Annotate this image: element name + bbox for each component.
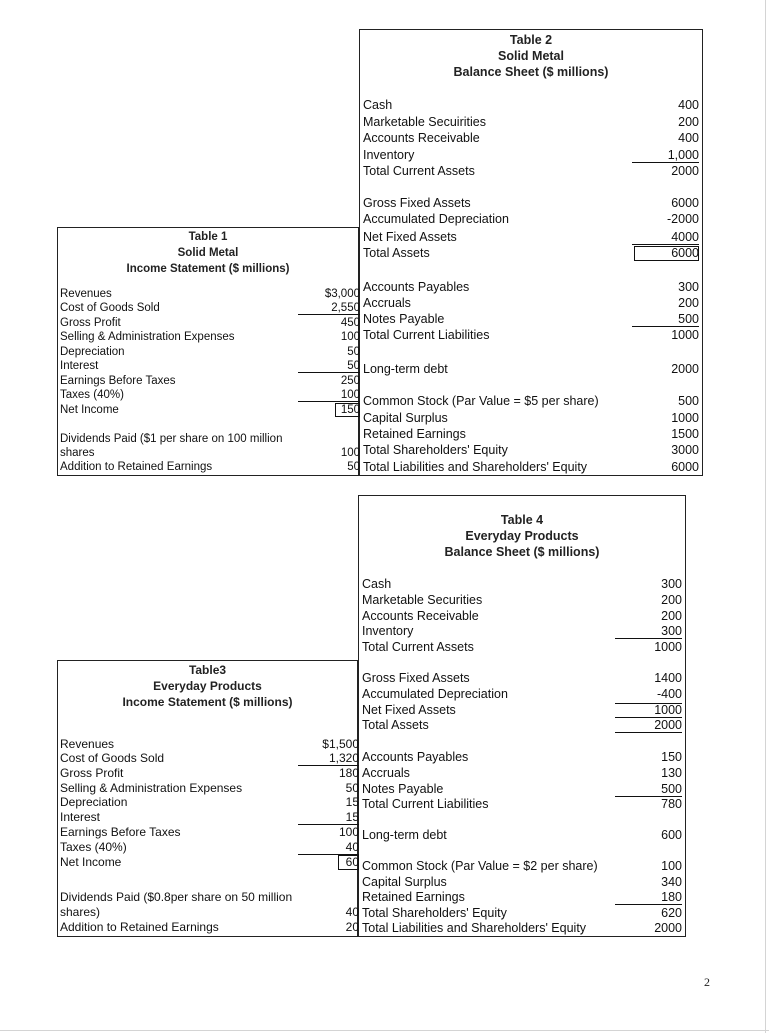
table1-row-label: shares bbox=[60, 447, 95, 459]
table2-row-7 bbox=[360, 212, 702, 227]
table3-title-line3: Income Statement ($ millions) bbox=[122, 695, 293, 709]
table4-row-value: 100 bbox=[661, 859, 682, 873]
table2-row-label: Accounts Receivable bbox=[363, 131, 480, 145]
table4-row-value: 620 bbox=[661, 906, 682, 920]
table4-row-value: 500 bbox=[661, 782, 682, 796]
table4-row-value: -400 bbox=[656, 687, 682, 701]
table3-row-8 bbox=[58, 840, 357, 855]
table4-row-label: Total Shareholders' Equity bbox=[362, 906, 507, 920]
table4-row-value: 2000 bbox=[654, 718, 682, 732]
table1-row-value: 450 bbox=[340, 317, 360, 329]
table2-row-value: 400 bbox=[678, 131, 699, 145]
table3-everyday-products-income-statement bbox=[57, 660, 358, 937]
table4-row-label: Inventory bbox=[362, 624, 414, 638]
table3-row-label: Taxes (40%) bbox=[60, 840, 127, 854]
table2-row-label: Accounts Payables bbox=[363, 280, 470, 294]
table2-row-value: 500 bbox=[678, 312, 699, 326]
subtotal-rule bbox=[615, 732, 682, 733]
table3-row-12 bbox=[58, 920, 357, 935]
table2-row-value: 2000 bbox=[671, 164, 699, 178]
table4-row-label: Notes Payable bbox=[362, 782, 444, 796]
table3-row-value: 100 bbox=[338, 825, 359, 839]
subtotal-rule bbox=[615, 904, 682, 905]
table3-row-value: 15 bbox=[345, 810, 359, 824]
table3-row-3 bbox=[58, 766, 357, 781]
table1-row-value: 50 bbox=[347, 461, 360, 473]
subtotal-rule bbox=[632, 162, 699, 163]
table2-row-10 bbox=[360, 280, 702, 295]
table4-row-label: Accruals bbox=[362, 766, 410, 780]
table2-row-16 bbox=[360, 411, 702, 426]
table4-row-label: Retained Earnings bbox=[362, 890, 465, 904]
table2-row-value: -2000 bbox=[667, 212, 699, 226]
table4-row-label: Accounts Payables bbox=[362, 750, 469, 764]
table2-row-label: Total Shareholders' Equity bbox=[363, 443, 508, 457]
table2-row-value: 4000 bbox=[671, 230, 699, 244]
table3-row-value: 60 bbox=[345, 855, 359, 869]
table2-row-label: Marketable Secuirities bbox=[363, 115, 486, 129]
table2-row-value: 1000 bbox=[671, 411, 699, 425]
table1-row-value: 150 bbox=[340, 404, 360, 416]
table2-row-value: 500 bbox=[678, 394, 699, 408]
table4-row-value: 130 bbox=[661, 766, 682, 780]
table1-title bbox=[58, 229, 358, 277]
table1-row-12 bbox=[58, 460, 358, 474]
double-rule bbox=[615, 703, 682, 718]
table4-row-label: Accumulated Depreciation bbox=[362, 687, 508, 701]
table2-row-3 bbox=[360, 131, 702, 146]
table4-row-16 bbox=[359, 875, 685, 890]
table2-row-value: 300 bbox=[678, 280, 699, 294]
table1-row-value: 100 bbox=[340, 447, 360, 459]
table3-row-7 bbox=[58, 825, 357, 840]
table3-row-value: 40 bbox=[345, 905, 359, 919]
table1-row-label: Depreciation bbox=[60, 346, 125, 358]
table2-row-label: Long-term debt bbox=[363, 362, 448, 376]
table2-row-value: 3000 bbox=[671, 443, 699, 457]
table2-row-value: 1500 bbox=[671, 427, 699, 441]
table2-row-label: Net Fixed Assets bbox=[363, 230, 457, 244]
table1-row-value: 2,550 bbox=[331, 302, 360, 314]
table2-row-value: 400 bbox=[678, 98, 699, 112]
subtotal-rule bbox=[632, 326, 699, 327]
table4-row-label: Common Stock (Par Value = $2 per share) bbox=[362, 859, 598, 873]
table1-row-value: 250 bbox=[340, 375, 360, 387]
table1-row-label: Gross Profit bbox=[60, 317, 121, 329]
table2-row-15 bbox=[360, 394, 702, 409]
table1-row-10 bbox=[58, 432, 358, 446]
table4-row-value: 150 bbox=[661, 750, 682, 764]
table4-row-label: Gross Fixed Assets bbox=[362, 671, 470, 685]
subtotal-rule bbox=[632, 244, 699, 245]
table1-title-line2: Solid Metal bbox=[177, 247, 239, 259]
table1-row-label: Selling & Administration Expenses bbox=[60, 331, 235, 343]
table1-row-value: 100 bbox=[340, 389, 360, 401]
table3-row-6 bbox=[58, 810, 357, 825]
table3-row-value: 40 bbox=[345, 840, 359, 854]
table4-row-10 bbox=[359, 750, 685, 765]
table1-row-1 bbox=[58, 287, 358, 301]
table1-title-line3: Income Statement ($ millions) bbox=[126, 263, 290, 275]
table3-row-value: 180 bbox=[338, 766, 359, 780]
table4-row-17 bbox=[359, 890, 685, 905]
table4-row-14 bbox=[359, 828, 685, 843]
table4-row-6 bbox=[359, 671, 685, 686]
table2-row-19 bbox=[360, 460, 702, 475]
total-box bbox=[634, 246, 699, 261]
page-number: 2 bbox=[704, 975, 710, 989]
table3-row-label: Earnings Before Taxes bbox=[60, 825, 181, 839]
table2-title-line1: Table 2 bbox=[509, 33, 553, 47]
table4-row-7 bbox=[359, 687, 685, 702]
table3-row-label: shares) bbox=[60, 905, 101, 919]
table4-title-line2: Everyday Products bbox=[465, 529, 579, 543]
table2-row-value: 1000 bbox=[671, 328, 699, 342]
table2-row-1 bbox=[360, 98, 702, 113]
table4-row-value: 1000 bbox=[654, 640, 682, 654]
table2-row-value: 6000 bbox=[671, 246, 699, 260]
table4-row-label: Total Current Liabilities bbox=[362, 797, 489, 811]
table2-title-line3: Balance Sheet ($ millions) bbox=[453, 65, 609, 79]
table4-row-value: 300 bbox=[661, 577, 682, 591]
table4-row-2 bbox=[359, 593, 685, 608]
table2-row-9 bbox=[360, 246, 702, 261]
table3-row-4 bbox=[58, 781, 357, 796]
table4-row-5 bbox=[359, 640, 685, 655]
table1-row-label: Taxes (40%) bbox=[60, 389, 124, 401]
subtotal-rule bbox=[298, 372, 360, 373]
table1-row-8 bbox=[58, 388, 358, 402]
table1-row-4 bbox=[58, 330, 358, 344]
table2-row-label: Total Assets bbox=[363, 246, 430, 260]
table2-title-line2: Solid Metal bbox=[498, 49, 564, 63]
table3-row-value: 1,320 bbox=[328, 751, 359, 765]
table4-row-9 bbox=[359, 718, 685, 733]
table4-row-8 bbox=[359, 703, 685, 718]
table1-row-2 bbox=[58, 301, 358, 315]
table2-solid-metal-balance-sheet bbox=[359, 29, 703, 476]
table4-row-value: 300 bbox=[661, 624, 682, 638]
table3-row-label: Gross Profit bbox=[60, 766, 124, 780]
table2-row-18 bbox=[360, 443, 702, 458]
table3-row-11 bbox=[58, 905, 357, 920]
table2-row-value: 200 bbox=[678, 296, 699, 310]
table1-row-label: Net Income bbox=[60, 404, 119, 416]
table2-row-17 bbox=[360, 427, 702, 442]
table3-title-line1: Table3 bbox=[188, 663, 227, 677]
table4-row-label: Total Assets bbox=[362, 718, 429, 732]
table2-row-value: 2000 bbox=[671, 362, 699, 376]
table3-title bbox=[58, 662, 357, 710]
subtotal-rule bbox=[298, 401, 360, 402]
table4-row-value: 600 bbox=[661, 828, 682, 842]
table4-row-label: Capital Surplus bbox=[362, 875, 447, 889]
table4-row-value: 780 bbox=[661, 797, 682, 811]
table2-row-value: 6000 bbox=[671, 460, 699, 474]
table4-row-value: 200 bbox=[661, 593, 682, 607]
table2-row-5 bbox=[360, 164, 702, 179]
table4-row-label: Total Liabilities and Shareholders' Equity bbox=[362, 921, 587, 935]
table2-row-label: Capital Surplus bbox=[363, 411, 448, 425]
table3-row-value: 15 bbox=[345, 795, 359, 809]
table2-row-label: Accumulated Depreciation bbox=[363, 212, 509, 226]
table2-row-value: 200 bbox=[678, 115, 699, 129]
table2-row-4 bbox=[360, 148, 702, 163]
table2-row-label: Retained Earnings bbox=[363, 427, 466, 441]
table1-row-7 bbox=[58, 374, 358, 388]
table1-row-11 bbox=[58, 446, 358, 460]
table1-row-value: 50 bbox=[347, 360, 360, 372]
table4-row-label: Cash bbox=[362, 577, 392, 591]
table4-row-value: 2000 bbox=[654, 921, 682, 935]
table1-title-line1: Table 1 bbox=[188, 231, 228, 243]
table1-row-label: Revenues bbox=[60, 288, 112, 300]
table2-row-label: Common Stock (Par Value = $5 per share) bbox=[363, 394, 599, 408]
table2-row-label: Total Current Liabilities bbox=[363, 328, 490, 342]
table3-row-5 bbox=[58, 795, 357, 810]
table2-row-label: Accruals bbox=[363, 296, 411, 310]
total-box bbox=[335, 403, 360, 417]
table1-row-value: 50 bbox=[347, 346, 360, 358]
page-edge-bottom bbox=[0, 1030, 769, 1031]
table4-row-value: 200 bbox=[661, 609, 682, 623]
table3-row-label: Interest bbox=[60, 810, 101, 824]
table1-row-value: 100 bbox=[340, 331, 360, 343]
table3-row-label: Selling & Administration Expenses bbox=[60, 781, 243, 795]
subtotal-rule bbox=[615, 638, 682, 639]
table4-title bbox=[359, 512, 685, 560]
table3-row-label: Depreciation bbox=[60, 795, 128, 809]
table2-row-label: Notes Payable bbox=[363, 312, 445, 326]
table1-solid-metal-income-statement bbox=[57, 227, 359, 476]
table3-row-label: Dividends Paid ($0.8per share on 50 million bbox=[60, 890, 293, 904]
table4-row-label: Total Current Assets bbox=[362, 640, 474, 654]
table4-row-1 bbox=[359, 577, 685, 592]
table3-row-1 bbox=[58, 737, 357, 752]
table1-row-5 bbox=[58, 345, 358, 359]
table4-row-12 bbox=[359, 782, 685, 797]
table2-row-value: 6000 bbox=[671, 196, 699, 210]
table3-row-value: 50 bbox=[345, 781, 359, 795]
table1-row-value: $3,000 bbox=[324, 288, 360, 300]
table2-row-value: 1,000 bbox=[667, 148, 699, 162]
table2-row-13 bbox=[360, 328, 702, 343]
page-edge-right bbox=[765, 0, 766, 1033]
table1-row-9 bbox=[58, 403, 358, 417]
table2-row-11 bbox=[360, 296, 702, 311]
table4-row-15 bbox=[359, 859, 685, 874]
table3-title-line2: Everyday Products bbox=[153, 679, 262, 693]
table3-row-2 bbox=[58, 751, 357, 766]
table4-row-label: Net Fixed Assets bbox=[362, 703, 456, 717]
table3-row-label: Addition to Retained Earnings bbox=[60, 920, 219, 934]
table1-row-6 bbox=[58, 359, 358, 373]
table4-row-value: 340 bbox=[661, 875, 682, 889]
table4-row-label: Accounts Receivable bbox=[362, 609, 479, 623]
table1-row-label: Earnings Before Taxes bbox=[60, 375, 176, 387]
table2-row-label: Total Liabilities and Shareholders' Equity bbox=[363, 460, 588, 474]
table4-everyday-products-balance-sheet bbox=[358, 495, 686, 937]
subtotal-rule bbox=[298, 314, 360, 315]
table4-row-18 bbox=[359, 906, 685, 921]
table2-row-12 bbox=[360, 312, 702, 327]
table2-row-14 bbox=[360, 362, 702, 377]
table3-row-label: Net Income bbox=[60, 855, 122, 869]
table4-row-label: Marketable Securities bbox=[362, 593, 483, 607]
table1-row-label: Addition to Retained Earnings bbox=[60, 461, 213, 473]
table4-row-11 bbox=[359, 766, 685, 781]
table2-row-label: Total Current Assets bbox=[363, 164, 475, 178]
table4-row-label: Long-term debt bbox=[362, 828, 447, 842]
table2-row-2 bbox=[360, 115, 702, 130]
table4-row-4 bbox=[359, 624, 685, 639]
table1-row-3 bbox=[58, 316, 358, 330]
total-box bbox=[338, 855, 359, 870]
table3-row-label: Revenues bbox=[60, 737, 115, 751]
table3-row-10 bbox=[58, 890, 357, 905]
table3-row-value: 20 bbox=[345, 920, 359, 934]
table2-row-6 bbox=[360, 196, 702, 211]
table4-title-line3: Balance Sheet ($ millions) bbox=[444, 545, 600, 559]
table2-row-label: Cash bbox=[363, 98, 393, 112]
table2-row-label: Gross Fixed Assets bbox=[363, 196, 471, 210]
table2-row-label: Inventory bbox=[363, 148, 415, 162]
table4-row-3 bbox=[359, 609, 685, 624]
table1-row-label: Dividends Paid ($1 per share on 100 million bbox=[60, 433, 283, 445]
table2-title bbox=[360, 32, 702, 80]
table1-row-label: Cost of Goods Sold bbox=[60, 302, 160, 314]
table4-row-value: 1400 bbox=[654, 671, 682, 685]
table4-title-line1: Table 4 bbox=[500, 513, 544, 527]
table4-row-19 bbox=[359, 921, 685, 936]
table3-row-value: $1,500 bbox=[322, 737, 359, 751]
table3-row-label: Cost of Goods Sold bbox=[60, 751, 165, 765]
table4-row-value: 180 bbox=[661, 890, 682, 904]
table2-row-8 bbox=[360, 230, 702, 245]
table1-row-label: Interest bbox=[60, 360, 99, 372]
table3-row-9 bbox=[58, 855, 357, 870]
table4-row-13 bbox=[359, 797, 685, 812]
table4-row-value: 1000 bbox=[654, 703, 682, 717]
